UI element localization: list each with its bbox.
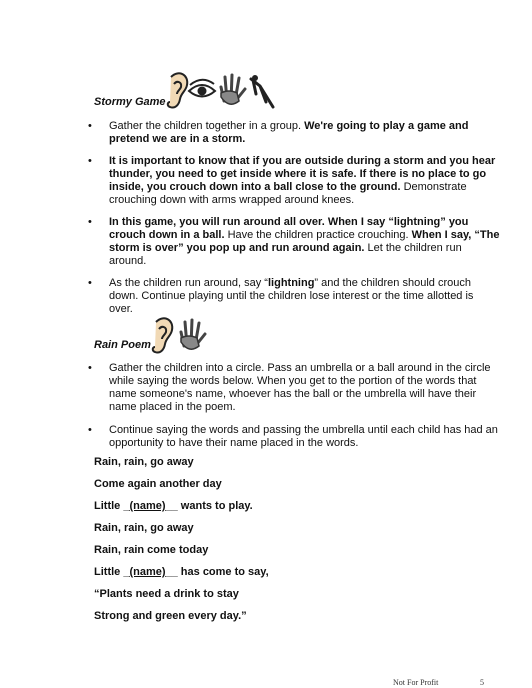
name-placeholder: (name) — [129, 566, 166, 578]
poem-line-2: Come again another day — [94, 478, 222, 490]
hand-icon — [221, 75, 245, 104]
rain-poem-title: Rain Poem — [94, 339, 151, 351]
ear-icon — [168, 73, 188, 107]
page-number: 5 — [480, 678, 484, 687]
bullet-text: Demonstrate crouching down with arms wrapped around knees. — [109, 181, 467, 206]
name-placeholder: (name) — [129, 500, 166, 512]
bullet-text: Continue saying the words and passing the umbrella until each child has had an opportunity to have their name placed in the words. — [109, 424, 498, 449]
bullet-bold-text: We're going to play a game and pretend we are in a storm. — [109, 120, 469, 145]
poem-text: __ wants to play. — [165, 500, 253, 512]
poem-line-6 — [94, 566, 269, 578]
bullet-bold-text: When I say, “The storm is over” you pop up and run around again. — [109, 229, 500, 254]
ear-icon — [153, 318, 173, 352]
stormy-game-icons — [163, 69, 281, 113]
bullet-text: ” and the children should crouch down. Continue playing until the children lose interest or the time allotted is over. — [109, 277, 474, 315]
poem-text: Little _ — [94, 566, 130, 578]
stormy-game-list — [88, 120, 500, 316]
list-item — [88, 216, 500, 268]
eye-icon — [189, 80, 215, 97]
poem-line-4: Rain, rain, go away — [94, 522, 194, 534]
bullet-bold-text: In this game, you will run around all over. When I say “lightning” you crouch down in a ball. — [109, 216, 469, 241]
list-item — [88, 120, 500, 146]
bullet-bold-text: It is important to know that if you are outside during a storm and you hear thunder, you need to get inside where it is safe. If there is no place to go inside, you crouch down into a ball close to the ground. — [109, 155, 496, 193]
poem-line-7: “Plants need a drink to stay — [94, 588, 239, 600]
rain-poem-icons — [150, 314, 210, 356]
rain-poem-list — [88, 362, 500, 450]
list-item — [88, 277, 500, 316]
poem-line-3 — [94, 500, 253, 512]
poem-text: __ has come to say, — [165, 566, 269, 578]
bullet-bold-text: lightning — [267, 277, 315, 289]
footer-text: Not For Profit — [393, 678, 439, 687]
poem-line-5: Rain, rain come today — [94, 544, 209, 556]
bullet-text: Gather the children together in a group. — [109, 120, 305, 132]
hand-icon — [181, 320, 205, 349]
list-item — [88, 362, 500, 414]
poem-line-8: Strong and green every day.” — [94, 610, 247, 622]
poem-line-1: Rain, rain, go away — [94, 456, 194, 468]
list-item — [88, 424, 500, 450]
bullet-text: Let the children run around. — [109, 242, 462, 267]
bullet-text: Gather the children into a circle. Pass an umbrella or a ball around in the circle while saying the words below. When you get to the portion of the words that name someone's name, whoever has the ball or the umbrella will have their name placed in the poem. — [109, 362, 491, 413]
poem-text: Little _ — [94, 500, 130, 512]
stretching-figure-icon — [251, 75, 273, 107]
bullet-text: Have the children practice crouching. — [224, 229, 412, 241]
list-item — [88, 155, 500, 207]
stormy-game-title: Stormy Game — [94, 96, 166, 108]
bullet-text: As the children run around, say “ — [109, 277, 268, 289]
